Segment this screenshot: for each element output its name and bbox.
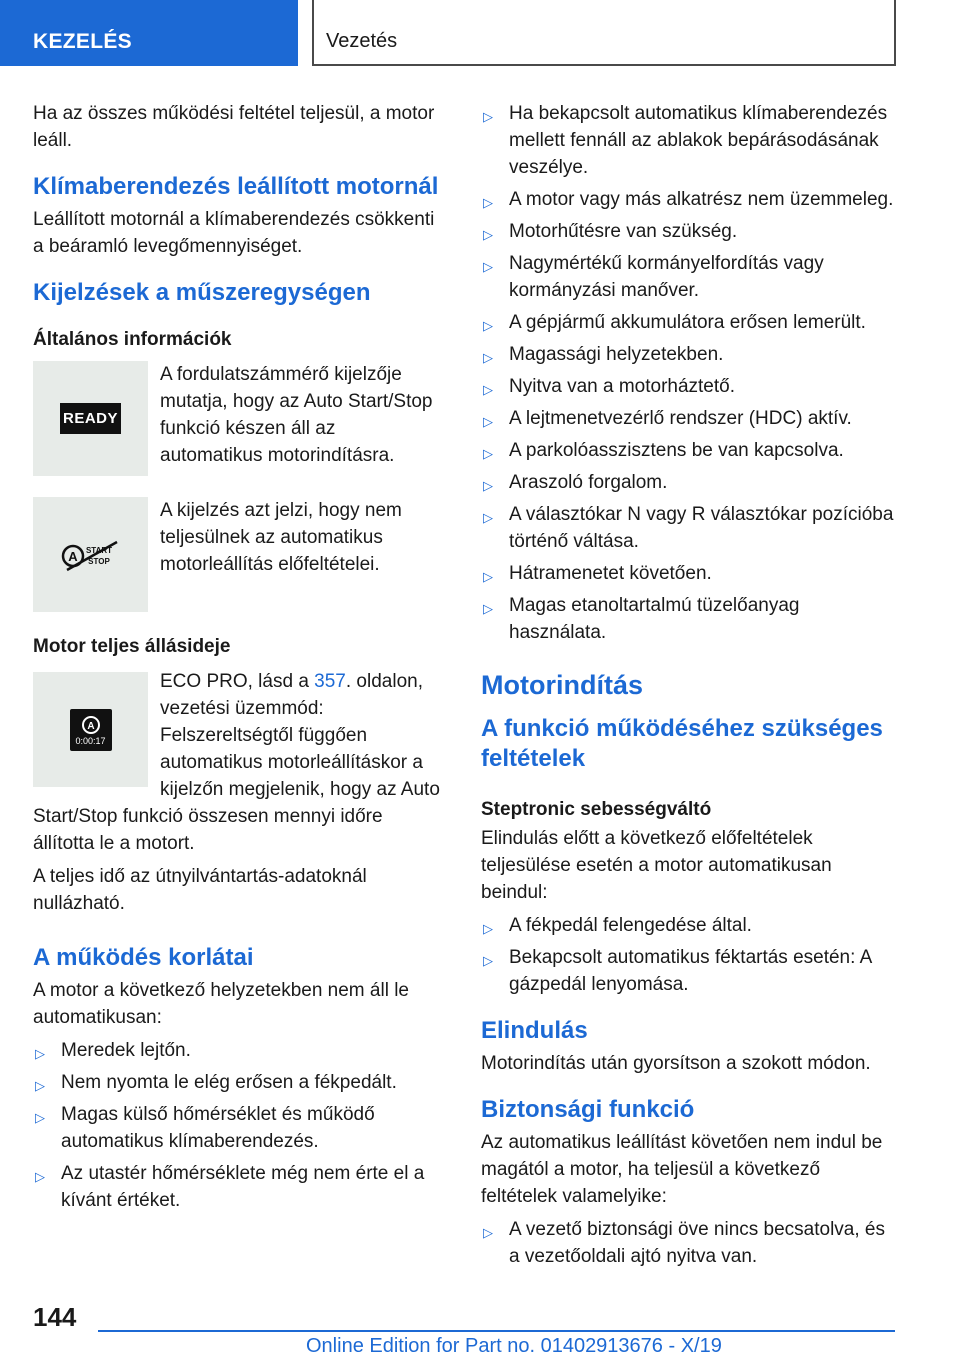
safety-list [481,1216,895,1270]
triangle-bullet-icon: ▷ [483,601,493,616]
list-item: ▷ A motor vagy más alkatrész nem üzemmeleg. [483,189,894,210]
list-item: ▷ Motorhűtésre van szükség. [483,221,738,242]
triangle-bullet-icon: ▷ [35,1110,45,1125]
triangle-bullet-icon: ▷ [483,921,493,936]
list-item: ▷ Araszoló forgalom. [483,472,668,493]
ready-description: A fordulatszámmérő kijelzője mutatja, hogy az Auto Start/Stop funkció készen áll az automatikus motorindításra. [160,364,433,466]
chapter-title: Vezetés [312,0,896,66]
heading-climate: Klímaberendezés leállított motornál [33,173,439,200]
heading-conditions: A funkció működéséhez szükséges feltételek [481,715,883,772]
triangle-bullet-icon: ▷ [483,414,493,429]
page-reference-link[interactable]: 357 [314,671,346,692]
svg-text:A: A [86,720,95,732]
list-item: ▷ Nyitva van a motorháztető. [483,376,735,397]
intro-paragraph: Ha az összes működési feltétel teljesül, a motor leáll. [33,103,435,151]
left-column [33,100,441,1219]
list-item: ▷ A parkolóasszisztens be van kapcsolva. [483,440,844,461]
triangle-bullet-icon: ▷ [483,953,493,968]
heading-steptronic: Steptronic sebességváltó [481,799,712,820]
ready-label: READY [60,403,121,434]
triangle-bullet-icon: ▷ [483,227,493,242]
list-item: ▷ Nem nyomta le elég erősen a fékpedált. [35,1072,397,1093]
list-item: ▷ A fékpedál felengedése által. [483,915,752,936]
auto-start-stop-crossed-icon [61,538,121,572]
list-item: ▷ A gépjármű akkumulátora erősen lemerült. [483,312,866,333]
heading-limits: A működés korlátai [33,944,254,971]
timer-value: 0:00:17 [75,735,106,746]
triangle-bullet-icon: ▷ [483,259,493,274]
triangle-bullet-icon: ▷ [35,1078,45,1093]
list-item: ▷ Nagymértékű kormányelfordítás vagy kormányzási manőver. [483,253,824,301]
list-item: ▷ Magassági helyzetekben. [483,344,724,365]
heading-general-info: Általános információk [33,329,232,350]
list-item: ▷ Hátramenetet követően. [483,563,712,584]
start-stop-off-figure [33,497,148,612]
total-reset-paragraph: A teljes idő az útnyilvántartás-adatoknál nullázható. [33,866,367,914]
triangle-bullet-icon: ▷ [483,350,493,365]
total-text-end: . oldalon, vezetési üzemmód: Felszereltségtől függően automatikus motorleállításkor a kijelzőn megjelenik, hogy az Auto Start/Stop funkció összesen mennyi időre állította le a motort. [33,671,440,854]
auto-start-stop-icon [80,714,102,736]
heading-safety-function: Biztonsági funkció [481,1096,695,1123]
heading-displays: Kijelzések a műszeregységen [33,279,371,306]
steptronic-paragraph: Elindulás előtt a következő előfeltételek teljesülése esetén a motor automatikusan beindul: [481,828,832,903]
stop-label: STOP [87,556,110,566]
limits-list [33,1037,441,1214]
footer-edition: Online Edition for Part no. 01402913676 - X/19 [306,1335,722,1357]
list-item: ▷ A választókar N vagy R választókar pozícióba történő váltása. [483,504,894,552]
list-item: ▷ Magas etanoltartalmú tüzelőanyag használata. [483,595,800,643]
page-header [0,0,960,66]
right-column [481,100,895,1275]
heading-engine-start: Motorindítás [481,670,643,700]
triangle-bullet-icon: ▷ [483,569,493,584]
heading-total-standstill: Motor teljes állásideje [33,636,231,657]
steptronic-list [481,912,895,998]
ready-indicator-block [33,361,441,477]
triangle-bullet-icon: ▷ [483,382,493,397]
list-item: ▷ A vezető biztonsági öve nincs becsatolva, és a vezetőoldali ajtó nyitva van. [483,1219,886,1267]
ready-indicator-figure [33,361,148,476]
climate-paragraph: Leállított motornál a klímaberendezés csökkenti a beáramló levegőmennyiséget. [33,209,435,257]
total-text-start: ECO PRO, lásd a [160,671,315,692]
list-item: ▷ Az utastér hőmérséklete még nem érte el a kívánt értéket. [35,1163,425,1211]
section-tab: KEZELÉS [0,0,298,66]
list-item: ▷ Ha bekapcsolt automatikus klímaberendezés mellett fennáll az ablakok bepárásodásának veszélye. [483,103,888,178]
triangle-bullet-icon: ▷ [483,446,493,461]
svg-text:A: A [67,548,78,564]
triangle-bullet-icon: ▷ [483,195,493,210]
triangle-bullet-icon: ▷ [483,318,493,333]
list-item: ▷ Meredek lejtőn. [35,1040,191,1061]
list-item: ▷ Magas külső hőmérséklet és működő automatikus klímaberendezés. [35,1104,375,1152]
list-item: ▷ Bekapcsolt automatikus féktartás esetén: A gázpedál lenyomása. [483,947,872,995]
start-stop-off-block [33,497,441,613]
triangle-bullet-icon: ▷ [35,1046,45,1061]
total-standstill-block [33,668,441,917]
safety-paragraph: Az automatikus leállítást követően nem indul be magától a motor, ha teljesül a következő feltételek valamelyike: [481,1132,883,1207]
triangle-bullet-icon: ▷ [483,1225,493,1240]
departure-paragraph: Motorindítás után gyorsítson a szokott módon. [481,1053,871,1074]
start-label: START [85,545,112,555]
page-number: 144 [33,1302,77,1332]
triangle-bullet-icon: ▷ [35,1169,45,1184]
standstill-timer-figure [33,672,148,787]
timer-display [70,709,112,751]
footer-divider [98,1330,895,1332]
triangle-bullet-icon: ▷ [483,510,493,525]
triangle-bullet-icon: ▷ [483,109,493,124]
list-item: ▷ A lejtmenetvezérlő rendszer (HDC) aktív. [483,408,852,429]
heading-departure: Elindulás [481,1017,588,1044]
limits-paragraph: A motor a következő helyzetekben nem áll le automatikusan: [33,980,409,1028]
triangle-bullet-icon: ▷ [483,478,493,493]
limits-list-continued [481,100,895,646]
start-stop-off-description: A kijelzés azt jelzi, hogy nem teljesülnek az automatikus motorleállítás előfeltételei. [160,500,402,575]
